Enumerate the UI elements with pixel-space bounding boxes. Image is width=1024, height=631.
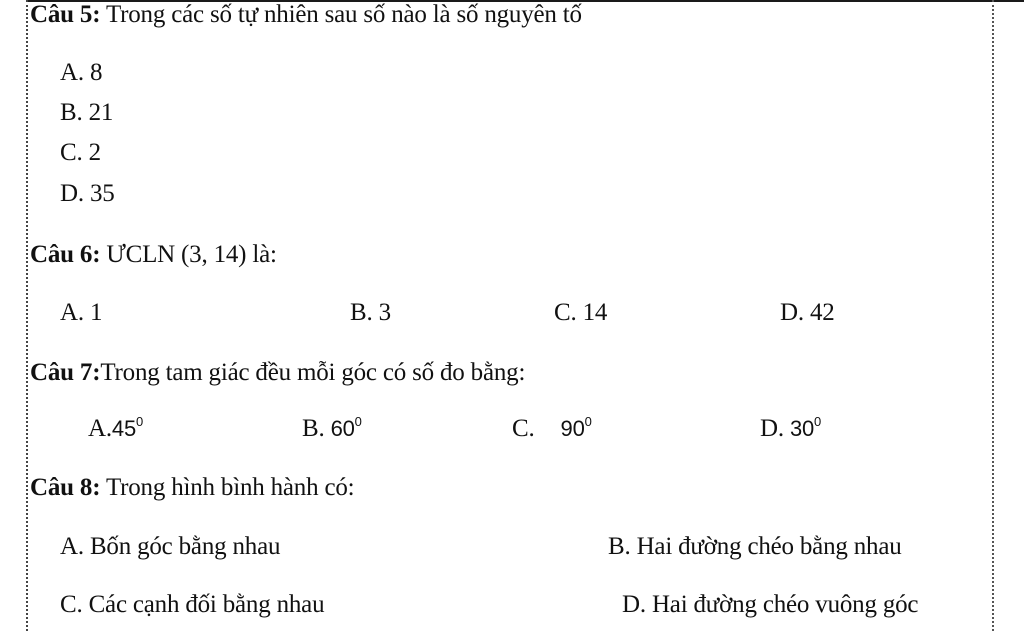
q7-option-a-value: 45 (111, 416, 136, 441)
q7-option-d-degree: 0 (814, 414, 822, 429)
q5-option-d: D. 35 (60, 180, 115, 207)
q7-option-b (302, 414, 362, 447)
q7-option-b-value: 60 (330, 416, 355, 441)
q7-option-c-degree: 0 (584, 414, 592, 429)
q5-option-a: A. 8 (60, 59, 103, 86)
question-8 (30, 473, 354, 503)
question-7-text: Trong tam giác đều mỗi góc có số đo bằng: (100, 359, 526, 386)
q5-option-b: B. 21 (60, 99, 114, 126)
question-8-text: Trong hình bình hành có: (100, 474, 355, 501)
q7-option-a-degree: 0 (135, 414, 144, 429)
q8-option-c: C. Các cạnh đối bằng nhau (60, 591, 325, 618)
question-6-text: ƯCLN (3, 14) là: (100, 241, 277, 268)
q7-option-d (760, 414, 821, 447)
q8-option-b: B. Hai đường chéo bằng nhau (608, 533, 902, 560)
q7-option-d-value: 30 (789, 416, 815, 441)
page-right-border (992, 0, 994, 631)
q7-option-c-prefix: C. (512, 415, 535, 442)
q7-option-d-prefix: D. (760, 415, 784, 442)
q7-option-c (512, 414, 592, 447)
page-left-border (26, 0, 28, 631)
question-5-text: Trong các số tự nhiên sau số nào là số nguyên tố (100, 1, 582, 28)
q7-option-a-prefix: A. (88, 415, 112, 442)
q7-option-b-prefix: B. (302, 415, 325, 442)
question-5 (30, 0, 582, 30)
q6-option-c: C. 14 (554, 299, 608, 326)
q6-option-a: A. 1 (60, 299, 103, 326)
question-8-label: Câu 8: (30, 474, 101, 501)
q6-option-d: D. 42 (780, 299, 835, 326)
question-6 (30, 240, 277, 270)
question-6-label: Câu 6: (30, 241, 101, 268)
question-5-label: Câu 5: (30, 1, 101, 28)
q6-option-b: B. 3 (350, 299, 391, 326)
question-7 (30, 358, 525, 388)
q8-option-d: D. Hai đường chéo vuông góc (622, 591, 919, 618)
q7-option-a (88, 414, 143, 447)
question-7-label: Câu 7: (30, 359, 101, 386)
q7-option-c-value: 90 (560, 416, 585, 441)
q7-option-b-degree: 0 (354, 414, 362, 429)
q8-option-a: A. Bốn góc bằng nhau (60, 533, 281, 560)
q5-option-c: C. 2 (60, 139, 101, 166)
